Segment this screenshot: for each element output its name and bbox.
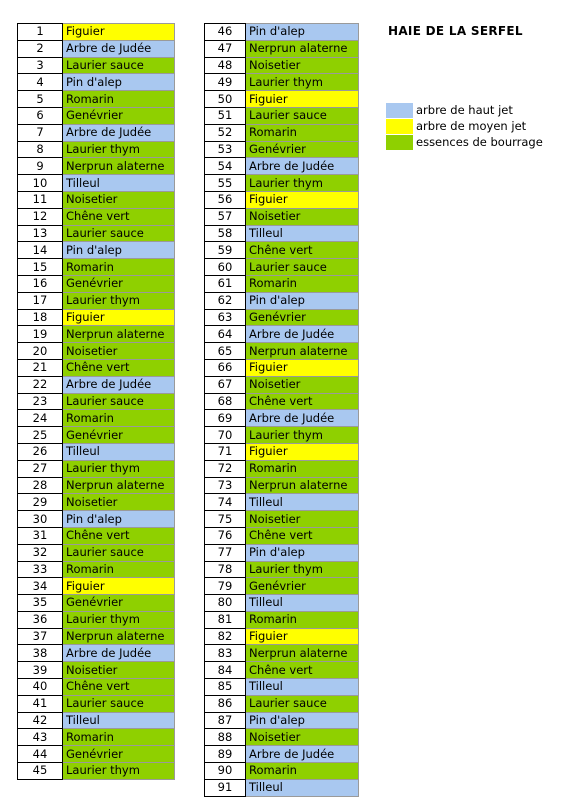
table-row: [18, 729, 175, 746]
plant-number: 8: [18, 141, 63, 158]
plant-number: 67: [205, 376, 246, 393]
plant-name: Genévrier: [63, 427, 175, 444]
plant-name: Tilleul: [246, 494, 359, 511]
plant-name: Nerprun alaterne: [63, 628, 175, 645]
plant-number: 37: [18, 628, 63, 645]
table-row: [205, 645, 359, 662]
plant-number: 70: [205, 427, 246, 444]
plant-name: Pin d'alep: [246, 544, 359, 561]
legend-swatch: [386, 135, 413, 150]
plant-number: 75: [205, 511, 246, 528]
plant-name: Arbre de Judée: [246, 326, 359, 343]
plant-number: 35: [18, 595, 63, 612]
table-row: [18, 628, 175, 645]
plant-number: 10: [18, 175, 63, 192]
plant-number: 48: [205, 57, 246, 74]
table-row: [205, 74, 359, 91]
plant-number: 43: [18, 729, 63, 746]
plant-name: Noisetier: [246, 208, 359, 225]
plant-name: Genévrier: [246, 309, 359, 326]
table-row: [205, 175, 359, 192]
plant-number: 52: [205, 124, 246, 141]
plant-number: 41: [18, 695, 63, 712]
table-row: [205, 124, 359, 141]
table-row: [205, 779, 359, 796]
plant-number: 61: [205, 275, 246, 292]
plant-name: Figuier: [246, 628, 359, 645]
plant-name: Laurier sauce: [63, 695, 175, 712]
plant-name: Laurier thym: [246, 175, 359, 192]
plant-name: Figuier: [246, 191, 359, 208]
plant-number: 15: [18, 259, 63, 276]
plant-name: Figuier: [63, 309, 175, 326]
plant-name: Pin d'alep: [63, 74, 175, 91]
plant-name: Laurier thym: [246, 427, 359, 444]
plant-number: 25: [18, 427, 63, 444]
plant-number: 69: [205, 410, 246, 427]
plant-name: Romarin: [246, 124, 359, 141]
plant-name: Noisetier: [63, 191, 175, 208]
legend: [386, 102, 543, 150]
plant-name: Figuier: [63, 24, 175, 41]
plant-name: Romarin: [63, 561, 175, 578]
plant-name: Laurier sauce: [63, 57, 175, 74]
plant-number: 87: [205, 712, 246, 729]
table-row: [205, 427, 359, 444]
table-row: [18, 427, 175, 444]
plant-number: 26: [18, 443, 63, 460]
table-row: [205, 561, 359, 578]
plant-name: Romarin: [246, 763, 359, 780]
plant-name: Laurier thym: [246, 561, 359, 578]
table-row: [18, 208, 175, 225]
plant-number: 34: [18, 578, 63, 595]
plant-number: 49: [205, 74, 246, 91]
plant-name: Noisetier: [246, 57, 359, 74]
table-row: [18, 662, 175, 679]
plant-number: 55: [205, 175, 246, 192]
plant-name: Genévrier: [63, 275, 175, 292]
table-row: [18, 595, 175, 612]
plant-name: Tilleul: [246, 595, 359, 612]
plant-number: 9: [18, 158, 63, 175]
plant-name: Noisetier: [63, 662, 175, 679]
table-row: [18, 695, 175, 712]
table-row: [205, 494, 359, 511]
table-row: [18, 443, 175, 460]
table-row: [205, 628, 359, 645]
plant-name: Nerprun alaterne: [246, 343, 359, 360]
plant-name: Tilleul: [63, 175, 175, 192]
plant-name: Laurier sauce: [246, 695, 359, 712]
table-row: [18, 712, 175, 729]
plant-number: 91: [205, 779, 246, 796]
plant-number: 54: [205, 158, 246, 175]
plant-name: Arbre de Judée: [63, 40, 175, 57]
plant-number: 13: [18, 225, 63, 242]
plant-number: 90: [205, 763, 246, 780]
plant-name: Laurier thym: [63, 141, 175, 158]
table-row: [18, 393, 175, 410]
plant-number: 85: [205, 679, 246, 696]
plant-number: 82: [205, 628, 246, 645]
plant-number: 78: [205, 561, 246, 578]
plant-name: Noisetier: [246, 376, 359, 393]
plant-name: Laurier sauce: [63, 544, 175, 561]
table-row: [205, 679, 359, 696]
plant-number: 53: [205, 141, 246, 158]
table-row: [205, 611, 359, 628]
plant-name: Pin d'alep: [246, 292, 359, 309]
table-row: [205, 343, 359, 360]
table-row: [205, 477, 359, 494]
plant-name: Noisetier: [63, 343, 175, 360]
plant-number: 6: [18, 107, 63, 124]
plant-name: Pin d'alep: [246, 24, 359, 41]
table-row: [205, 729, 359, 746]
table-row: [205, 359, 359, 376]
plant-number: 32: [18, 544, 63, 561]
plant-number: 44: [18, 746, 63, 763]
plant-number: 50: [205, 91, 246, 108]
plant-number: 60: [205, 259, 246, 276]
plant-name: Genévrier: [246, 578, 359, 595]
plant-number: 36: [18, 611, 63, 628]
plant-number: 38: [18, 645, 63, 662]
table-row: [205, 242, 359, 259]
plant-table-left: [17, 23, 175, 780]
plant-name: Nerprun alaterne: [246, 40, 359, 57]
plant-name: Laurier sauce: [246, 259, 359, 276]
table-row: [18, 242, 175, 259]
table-row: [205, 460, 359, 477]
plant-number: 14: [18, 242, 63, 259]
legend-label: arbre de moyen jet: [416, 119, 527, 133]
table-row: [18, 175, 175, 192]
plant-name: Laurier thym: [63, 611, 175, 628]
plant-number: 20: [18, 343, 63, 360]
table-row: [18, 527, 175, 544]
table-row: [205, 763, 359, 780]
plant-name: Genévrier: [246, 141, 359, 158]
plant-number: 4: [18, 74, 63, 91]
plant-name: Figuier: [246, 91, 359, 108]
plant-name: Chêne vert: [246, 242, 359, 259]
legend-label: essences de bourrage: [416, 135, 543, 149]
table-row: [205, 91, 359, 108]
plant-number: 77: [205, 544, 246, 561]
table-row: [18, 57, 175, 74]
plant-name: Noisetier: [63, 494, 175, 511]
table-row: [18, 511, 175, 528]
table-row: [205, 292, 359, 309]
table-row: [205, 695, 359, 712]
table-row: [205, 225, 359, 242]
table-row: [205, 24, 359, 41]
plant-number: 88: [205, 729, 246, 746]
table-row: [18, 746, 175, 763]
plant-number: 16: [18, 275, 63, 292]
plant-number: 57: [205, 208, 246, 225]
plant-number: 59: [205, 242, 246, 259]
plant-name: Noisetier: [246, 511, 359, 528]
plant-number: 17: [18, 292, 63, 309]
plant-number: 73: [205, 477, 246, 494]
plant-table-right: [204, 23, 359, 797]
plant-number: 19: [18, 326, 63, 343]
plant-name: Arbre de Judée: [63, 124, 175, 141]
plant-number: 89: [205, 746, 246, 763]
plant-name: Chêne vert: [63, 359, 175, 376]
legend-swatch: [386, 119, 413, 134]
table-row: [18, 494, 175, 511]
plant-name: Chêne vert: [246, 393, 359, 410]
table-row: [18, 40, 175, 57]
plant-number: 86: [205, 695, 246, 712]
plant-name: Laurier thym: [63, 292, 175, 309]
plant-number: 42: [18, 712, 63, 729]
table-row: [18, 191, 175, 208]
table-row: [18, 679, 175, 696]
plant-name: Tilleul: [246, 779, 359, 796]
table-row: [205, 511, 359, 528]
table-row: [205, 191, 359, 208]
plant-name: Nerprun alaterne: [63, 477, 175, 494]
plant-name: Arbre de Judée: [246, 158, 359, 175]
plant-name: Romarin: [63, 410, 175, 427]
plant-number: 39: [18, 662, 63, 679]
table-row: [205, 712, 359, 729]
plant-number: 81: [205, 611, 246, 628]
table-row: [205, 208, 359, 225]
plant-name: Laurier thym: [63, 763, 175, 780]
table-row: [205, 662, 359, 679]
legend-item-bourrage: [386, 134, 543, 150]
plant-number: 63: [205, 309, 246, 326]
table-row: [205, 527, 359, 544]
plant-name: Chêne vert: [246, 662, 359, 679]
plant-name: Genévrier: [63, 746, 175, 763]
plant-name: Tilleul: [63, 443, 175, 460]
plant-name: Laurier thym: [246, 74, 359, 91]
plant-name: Laurier sauce: [246, 107, 359, 124]
plant-number: 11: [18, 191, 63, 208]
table-row: [18, 578, 175, 595]
plant-number: 22: [18, 376, 63, 393]
plant-name: Nerprun alaterne: [63, 158, 175, 175]
table-row: [18, 763, 175, 780]
plant-name: Figuier: [63, 578, 175, 595]
plant-name: Chêne vert: [246, 527, 359, 544]
table-row: [18, 259, 175, 276]
plant-name: Figuier: [246, 443, 359, 460]
plant-number: 74: [205, 494, 246, 511]
table-row: [18, 275, 175, 292]
table-row: [18, 225, 175, 242]
plant-number: 47: [205, 40, 246, 57]
legend-swatch: [386, 103, 413, 118]
plant-number: 71: [205, 443, 246, 460]
plant-number: 56: [205, 191, 246, 208]
plant-number: 72: [205, 460, 246, 477]
plant-number: 58: [205, 225, 246, 242]
plant-name: Noisetier: [246, 729, 359, 746]
table-row: [205, 578, 359, 595]
table-row: [18, 158, 175, 175]
plant-name: Tilleul: [63, 712, 175, 729]
table-row: [205, 259, 359, 276]
plant-name: Arbre de Judée: [63, 376, 175, 393]
plant-number: 5: [18, 91, 63, 108]
table-row: [205, 40, 359, 57]
plant-name: Romarin: [63, 91, 175, 108]
table-row: [205, 158, 359, 175]
plant-number: 30: [18, 511, 63, 528]
plant-name: Figuier: [246, 359, 359, 376]
plant-number: 2: [18, 40, 63, 57]
table-row: [205, 141, 359, 158]
plant-name: Chêne vert: [63, 679, 175, 696]
plant-name: Pin d'alep: [63, 242, 175, 259]
table-row: [205, 309, 359, 326]
table-row: [205, 57, 359, 74]
page-title: HAIE DE LA SERFEL: [388, 24, 523, 38]
plant-name: Arbre de Judée: [246, 746, 359, 763]
plant-name: Romarin: [246, 275, 359, 292]
plant-number: 7: [18, 124, 63, 141]
plant-number: 84: [205, 662, 246, 679]
table-row: [18, 326, 175, 343]
plant-name: Arbre de Judée: [246, 410, 359, 427]
table-row: [205, 275, 359, 292]
table-row: [18, 124, 175, 141]
plant-number: 21: [18, 359, 63, 376]
plant-number: 27: [18, 460, 63, 477]
plant-name: Romarin: [246, 460, 359, 477]
plant-name: Nerprun alaterne: [246, 645, 359, 662]
plant-number: 23: [18, 393, 63, 410]
table-row: [205, 746, 359, 763]
table-row: [205, 443, 359, 460]
plant-name: Tilleul: [246, 225, 359, 242]
plant-number: 51: [205, 107, 246, 124]
plant-number: 66: [205, 359, 246, 376]
plant-number: 79: [205, 578, 246, 595]
plant-name: Romarin: [246, 611, 359, 628]
table-row: [18, 24, 175, 41]
table-row: [18, 477, 175, 494]
plant-name: Laurier thym: [63, 460, 175, 477]
plant-number: 76: [205, 527, 246, 544]
table-row: [205, 595, 359, 612]
legend-item-moyen: [386, 118, 543, 134]
table-row: [18, 74, 175, 91]
table-row: [18, 410, 175, 427]
table-row: [18, 544, 175, 561]
plant-number: 83: [205, 645, 246, 662]
plant-number: 46: [205, 24, 246, 41]
table-row: [18, 561, 175, 578]
plant-name: Genévrier: [63, 107, 175, 124]
plant-name: Chêne vert: [63, 527, 175, 544]
plant-name: Laurier sauce: [63, 225, 175, 242]
table-row: [205, 107, 359, 124]
table-row: [18, 376, 175, 393]
legend-label: arbre de haut jet: [416, 103, 513, 117]
table-row: [205, 326, 359, 343]
plant-name: Pin d'alep: [63, 511, 175, 528]
plant-number: 45: [18, 763, 63, 780]
plant-number: 80: [205, 595, 246, 612]
plant-number: 62: [205, 292, 246, 309]
plant-name: Genévrier: [63, 595, 175, 612]
table-row: [18, 359, 175, 376]
plant-number: 29: [18, 494, 63, 511]
plant-number: 12: [18, 208, 63, 225]
plant-name: Nerprun alaterne: [246, 477, 359, 494]
table-row: [205, 393, 359, 410]
table-row: [205, 544, 359, 561]
table-row: [18, 645, 175, 662]
plant-name: Chêne vert: [63, 208, 175, 225]
plant-number: 3: [18, 57, 63, 74]
plant-name: Tilleul: [246, 679, 359, 696]
table-row: [18, 292, 175, 309]
plant-number: 64: [205, 326, 246, 343]
plant-name: Nerprun alaterne: [63, 326, 175, 343]
plant-name: Pin d'alep: [246, 712, 359, 729]
plant-name: Romarin: [63, 259, 175, 276]
legend-item-haut: [386, 102, 543, 118]
table-row: [18, 460, 175, 477]
plant-number: 68: [205, 393, 246, 410]
plant-number: 28: [18, 477, 63, 494]
plant-name: Romarin: [63, 729, 175, 746]
table-row: [18, 309, 175, 326]
table-row: [18, 107, 175, 124]
plant-number: 40: [18, 679, 63, 696]
plant-name: Arbre de Judée: [63, 645, 175, 662]
plant-number: 24: [18, 410, 63, 427]
plant-number: 65: [205, 343, 246, 360]
table-row: [18, 343, 175, 360]
plant-number: 31: [18, 527, 63, 544]
plant-number: 1: [18, 24, 63, 41]
table-row: [18, 141, 175, 158]
table-row: [205, 410, 359, 427]
plant-name: Laurier sauce: [63, 393, 175, 410]
table-row: [18, 611, 175, 628]
table-row: [18, 91, 175, 108]
table-row: [205, 376, 359, 393]
plant-number: 18: [18, 309, 63, 326]
plant-number: 33: [18, 561, 63, 578]
